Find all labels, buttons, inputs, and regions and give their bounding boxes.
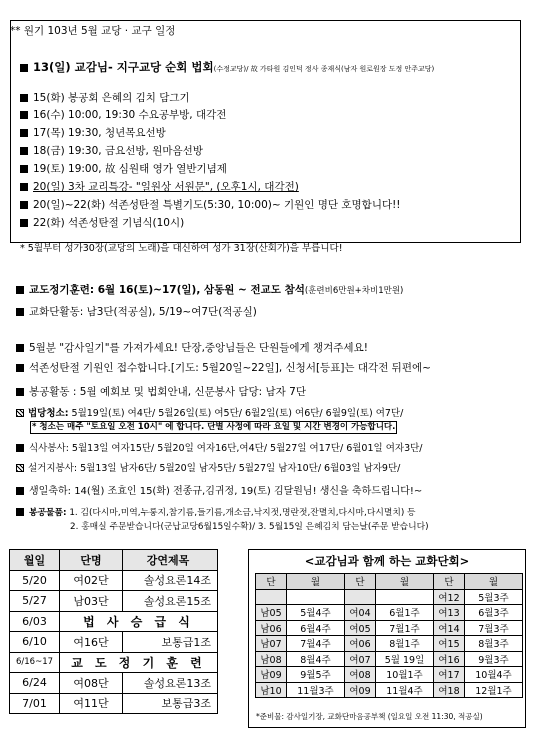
table-cell: 11월3주 [287,682,345,698]
table-cell: 여05 [345,620,376,636]
table-cell: 솔성요론15조 [123,591,218,612]
bullet-square-icon [20,201,28,209]
table-cell: 여13 [434,605,465,621]
table-cell: 여17 [434,667,465,683]
cleaning-note: * 청소는 매주 "토요일 오전 10시" 에 합니다. 단별 사정에 따라 요일 및 시간 변경이 가능합니다. [32,422,396,432]
table-cell: 여08단 [60,673,123,694]
table-cell: 남03단 [60,591,123,612]
table-row [256,605,523,621]
table-cell: 월일 [10,550,60,571]
bullet-square-icon [20,165,28,173]
goods-line1: 봉공물품: 1. 김(다시마,미역,누룽지,참기름,들기름,개소금,낙지젓,명란젓,잔멸치,다시마,다시멸치) 등 [16,506,416,520]
schedule-item-8: 22(화) 석존성탄절 기념식(10시) [20,216,184,230]
birthday-line: 생일축하: 14(월) 조효인 15(화) 전종규,김귀정, 19(토) 김달원님! 생신을 축하드립니다!~ [16,485,422,499]
meal-service: 식사봉사: 5월13일 여자15단/ 5월20일 여자16단,여4단/ 5월27일 여17단/ 6월01일 여자3단/ [16,442,423,456]
table-cell: 월 [465,574,523,590]
announcement-group: 교화단활동: 남3단(적공실), 5/19~여7단(적공실) [16,305,257,319]
group-meeting-title: <교감님과 함께 하는 교화단회> [304,554,470,568]
table-cell: 남10 [256,682,287,698]
table-cell: 여06 [345,636,376,652]
schedule-item-2: 16(수) 10:00, 19:30 수요공부방, 대각전 [20,108,226,122]
table-cell: 월 [287,574,345,590]
table-cell: 여02단 [60,570,123,591]
table-cell: 여14 [434,620,465,636]
table-cell: 8월4주 [287,651,345,667]
table-cell: 여09 [345,682,376,698]
table-cell: 6월4주 [287,620,345,636]
table-cell [345,589,376,605]
table-cell: 여07 [345,651,376,667]
table-cell: 5월4주 [287,605,345,621]
table-row [10,673,218,694]
table-cell: 단 [434,574,465,590]
table-row [256,620,523,636]
table-cell: 여12 [434,589,465,605]
table-cell: 단 [345,574,376,590]
table-cell: 여08 [345,667,376,683]
table-row [10,591,218,612]
goods-line2: 2. 홍매실 주문받습니다(군납교당6월15일수확)/ 3. 5월15일 은혜김치 담는날(주문 받습니다) [70,522,429,532]
table-cell: 법 사 승 급 식 [60,611,218,632]
bullet-square-icon [16,388,24,396]
table-cell: 5월 19일 [376,651,434,667]
schedule-note: * 5월부터 성가30장(교당의 노래)을 대신하여 성가 31장(산회가)을 부릅니다! [20,243,343,254]
table-cell [256,589,287,605]
table-row [10,570,218,591]
table-cell: 7/01 [10,693,60,714]
table-cell: 8월1주 [376,636,434,652]
bullet-square-icon [20,129,28,137]
table-cell: 9월5주 [287,667,345,683]
table-cell: 남06 [256,620,287,636]
bullet-square-icon [20,94,28,102]
table-cell: 남09 [256,667,287,683]
dish-service: 설거지봉사: 5월13일 남자6단/ 5월20일 남자5단/ 5월27일 남자10단/ 6월03일 남자9단/ [16,462,400,476]
table-cell: 10월4주 [465,667,523,683]
table-cell [376,589,434,605]
table-row [10,611,218,632]
group-meeting-table [255,573,523,698]
bullet-square-icon [20,219,28,227]
table-cell: 6/10 [10,632,60,653]
bullet-square-icon [16,444,24,452]
bullet-square-icon [20,111,28,119]
bullet-square-icon [16,344,24,352]
table-cell: 솔성요론13조 [123,673,218,694]
table-cell: 7월3주 [465,620,523,636]
table-row [256,667,523,683]
bullet-square-icon [16,286,24,294]
table-cell: 12월1주 [465,682,523,698]
schedule-item-0: 13(일) 교감님- 지구교당 순회 법회(수정교당)/ 故 가타원 김인덕 정사 종재식(남자 원로원장 도정 안주교당) [20,60,434,76]
table-cell: 6월1주 [376,605,434,621]
table-cell: 5/20 [10,570,60,591]
table-row [256,682,523,698]
table-header-row [10,550,218,571]
bullet-square-icon [20,183,28,191]
schedule-header: ** 원기 103년 5월 교당 · 교구 일정 [10,25,176,37]
table-cell: 보통급3조 [123,693,218,714]
table-row [256,651,523,667]
announcement-training: 교도정기훈련: 6월 16(토)~17(일), 삼동원 ~ 전교도 참석(훈련비6만원+차비1만원) [16,283,403,298]
announcement-service: 봉공활동 : 5월 예회보 및 법회안내, 신문봉사 담당: 남자 7단 [16,385,306,399]
table-cell: 6월3주 [465,605,523,621]
table-cell: 여16단 [60,632,123,653]
table-cell: 5/27 [10,591,60,612]
table-cell: 여04 [345,605,376,621]
table-cell: 11월4주 [376,682,434,698]
table-cell: 보통급1조 [123,632,218,653]
table-cell [287,589,345,605]
table-cell: 10월1주 [376,667,434,683]
table-cell: 6/24 [10,673,60,694]
table-cell: 7월1주 [376,620,434,636]
table-cell: 교 도 정 기 훈 련 [60,652,218,673]
bullet-square-icon [16,487,24,495]
table-row [256,636,523,652]
table-cell: 남07 [256,636,287,652]
schedule-item-3: 17(목) 19:30, 청년목요선방 [20,126,166,140]
bullet-square-icon [16,508,24,516]
table-row [10,632,218,653]
schedule-item-7: 20(일)~22(화) 석존성탄절 특별기도(5:30, 10:00)~ 기원인 명단 호명합니다!! [20,198,401,212]
table-row [10,693,218,714]
announcement-prayer: 석존성탄절 기원인 접수합니다.[기도: 5월20일~22일], 신청서[등표]는 대각전 뒤편에~ [16,361,431,375]
schedule-item-4: 18(금) 19:30, 금요선방, 원마음선방 [20,144,203,158]
table-row [10,652,218,673]
table-cell: 남05 [256,605,287,621]
table-cell: 강연제목 [123,550,218,571]
schedule-item-6: 20(일) 3차 교리특강- "일원상 서원문", (오후1시, 대각전) [20,180,299,194]
schedule-item-5: 19(토) 19:00, 故 심원태 영가 열반기념제 [20,162,227,176]
table-cell: 솔성요론14조 [123,570,218,591]
table-header-row [256,574,523,590]
bullet-square-icon [16,364,24,372]
hatched-square-icon [16,409,24,417]
table-cell: 5월3주 [465,589,523,605]
table-cell: 6/03 [10,611,60,632]
announcement-diary: 5월분 "감사일기"를 가져가세요! 단장,중앙님들은 단원들에게 챙겨주세요! [16,341,368,355]
table-cell: 여18 [434,682,465,698]
table-row [256,589,523,605]
cleaning-line: 법당청소: 5월19일(토) 여4단/ 5월26일(토) 여5단/ 6월2일(토) 여6단/ 6월9일(토) 여7단/ [16,407,403,421]
hatched-square-icon [16,464,24,472]
table-cell: 7월4주 [287,636,345,652]
table-cell: 여16 [434,651,465,667]
table-cell: 단 [256,574,287,590]
table-cell: 여11단 [60,693,123,714]
bullet-square-icon [20,64,28,72]
schedule-item-1: 15(화) 봉공회 은혜의 김치 담그기 [20,91,190,105]
table-cell: 여15 [434,636,465,652]
bullet-square-icon [16,308,24,316]
table-cell: 6/16~17 [10,652,60,673]
table-cell: 단명 [60,550,123,571]
lecture-schedule-table [9,549,218,714]
table-cell: 9월3주 [465,651,523,667]
table-cell: 남08 [256,651,287,667]
table-cell: 8월3주 [465,636,523,652]
group-meeting-note: *준비물: 감사일기장, 교화단마음공부책 (일요일 오전 11:30, 적공실) [256,712,483,721]
bullet-square-icon [20,147,28,155]
table-cell: 월 [376,574,434,590]
